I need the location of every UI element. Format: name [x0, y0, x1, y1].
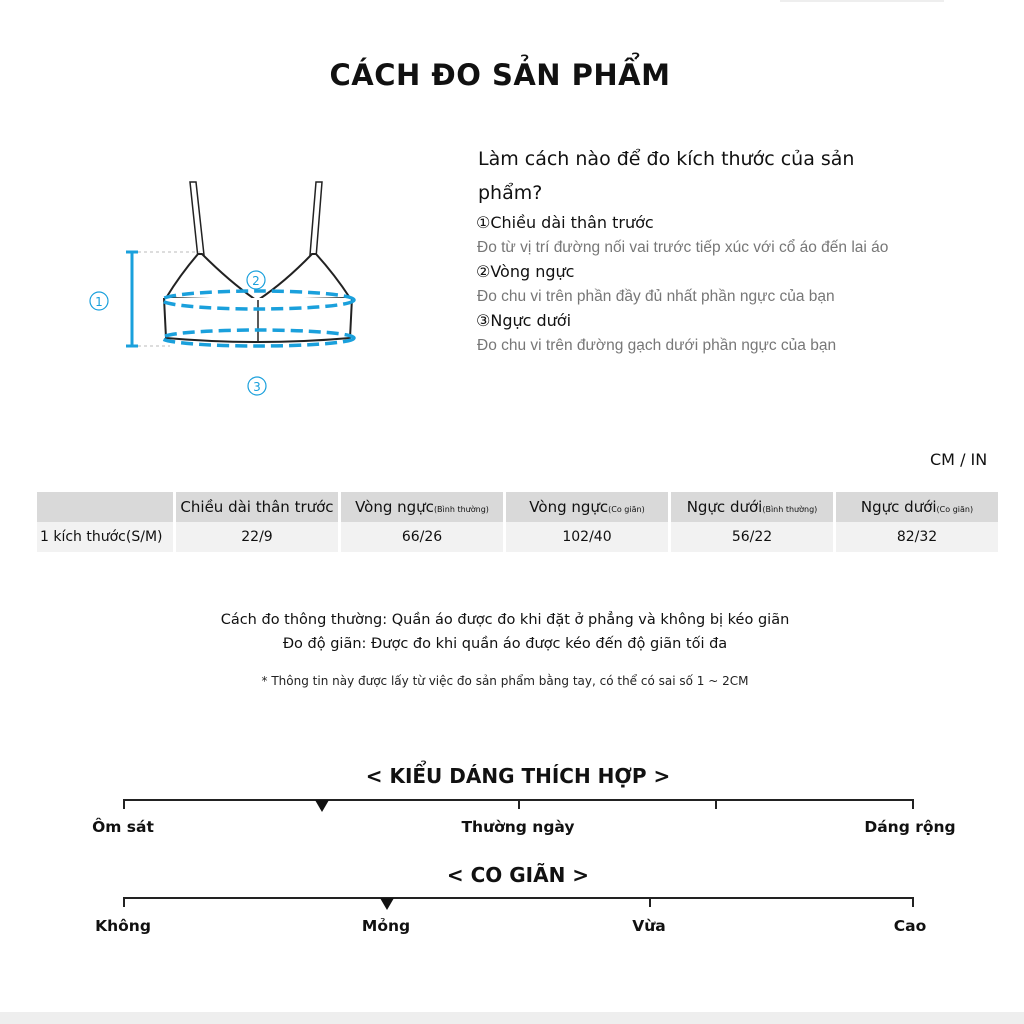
table-header-cell — [836, 492, 998, 522]
fit-scale-marker — [315, 800, 329, 812]
header-main: Ngực dưới — [860, 498, 937, 516]
scale-tick — [649, 897, 651, 907]
fit-label-regular: Thường ngày — [461, 818, 575, 836]
table-row — [37, 522, 998, 552]
bra-measurement-diagram — [80, 170, 380, 410]
svg-text:3: 3 — [253, 380, 261, 394]
table-cell: 82/32 — [836, 522, 998, 552]
header-main: Vòng ngực — [355, 498, 434, 516]
size-table — [34, 492, 1001, 552]
scale-tick — [123, 897, 125, 907]
scale-tick — [912, 897, 914, 907]
table-header-cell — [671, 492, 833, 522]
measure-item-title: ③Ngực dưới — [476, 311, 572, 330]
stretch-label-high: Cao — [893, 917, 927, 935]
header-main: Chiều dài thân trước — [180, 498, 334, 516]
scale-tick — [518, 799, 520, 809]
measure-item-desc: Đo chu vi trên đường gạch dưới phần ngực của bạn — [477, 337, 837, 354]
stretch-scale-line — [124, 897, 914, 899]
scale-tick — [123, 799, 125, 809]
header-sub: (Co giãn) — [936, 505, 974, 514]
table-header-cell — [176, 492, 338, 522]
stretch-scale-title: < CO GIÃN > — [446, 863, 590, 887]
table-cell: 22/9 — [176, 522, 338, 552]
svg-text:1: 1 — [95, 295, 103, 309]
table-cell: 66/26 — [341, 522, 503, 552]
note-normal-measure: Cách đo thông thường: Quần áo được đo khi đặt ở phẳng và không bị kéo giãn — [220, 612, 790, 628]
table-header-cell — [341, 492, 503, 522]
stretch-label-none: Không — [95, 917, 151, 935]
how-to-heading: Làm cách nào để đo kích thước của sản phẩm? — [478, 148, 855, 204]
fit-label-tight: Ôm sát — [92, 818, 154, 836]
stretch-scale-marker — [380, 898, 394, 910]
table-header-row — [37, 492, 998, 522]
note-stretch-measure: Đo độ giãn: Được đo khi quần áo được kéo đến độ giãn tối đa — [282, 636, 728, 652]
measure-item-desc: Đo chu vi trên phần đầy đủ nhất phần ngực của bạn — [477, 288, 835, 305]
fit-scale-title: < KIỂU DÁNG THÍCH HỢP > — [365, 764, 671, 788]
header-sub: (Co giãn) — [608, 505, 645, 514]
top-divider — [780, 0, 944, 2]
svg-text:2: 2 — [252, 274, 260, 288]
measure-item-title: ②Vòng ngực — [476, 262, 575, 281]
table-cell-size: 1 kích thước(S/M) — [37, 522, 173, 552]
header-main: Vòng ngực — [529, 498, 609, 516]
page-title: CÁCH ĐO SẢN PHẨM — [329, 58, 671, 92]
unit-label: CM / IN — [930, 450, 988, 469]
scale-tick — [912, 799, 914, 809]
stretch-label-medium: Vừa — [632, 917, 666, 935]
table-cell: 102/40 — [506, 522, 668, 552]
table-cell: 56/22 — [671, 522, 833, 552]
bottom-bar — [0, 1012, 1024, 1024]
fit-label-loose: Dáng rộng — [864, 818, 956, 836]
table-header-cell — [37, 492, 173, 522]
table-header-cell — [506, 492, 668, 522]
scale-tick — [715, 799, 717, 809]
header-sub: (Bình thường) — [762, 505, 818, 514]
measure-item-desc: Đo từ vị trí đường nối vai trước tiếp xúc với cổ áo đến lai áo — [477, 239, 889, 256]
header-sub: (Bình thường) — [433, 505, 489, 514]
measure-item-title: ①Chiều dài thân trước — [476, 213, 654, 232]
stretch-label-thin: Mỏng — [361, 917, 411, 935]
header-main: Ngực dưới — [686, 498, 763, 516]
note-disclaimer: * Thông tin này được lấy từ việc đo sản phẩm bằng tay, có thể có sai số 1 ~ 2CM — [261, 674, 749, 688]
